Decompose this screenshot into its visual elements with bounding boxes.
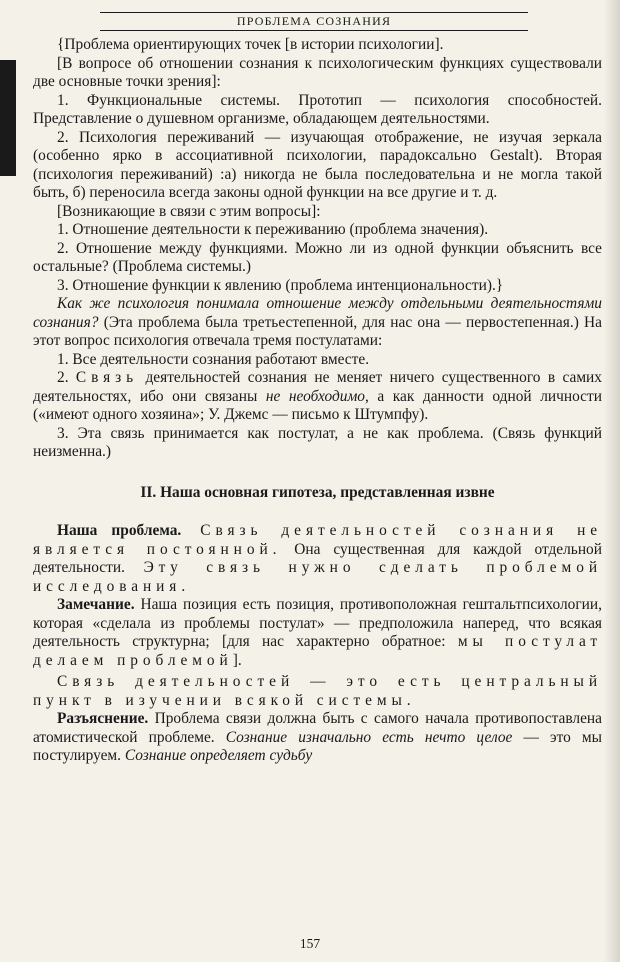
body-text — [33, 36, 602, 766]
spaced-text: Связь деятельностей сознания не является постоянной. — [33, 522, 603, 558]
page-number: 157 — [299, 936, 321, 951]
paragraph-text: , а как данности одной личности («имеют одного хозяина»; У. Джемс — письмо к Штумпфу). — [33, 387, 602, 423]
paragraph-central — [33, 673, 602, 710]
paragraph-problem — [33, 522, 602, 596]
page-edge-shadow — [604, 0, 620, 962]
paragraph-explanation — [33, 710, 602, 766]
italic-phrase: не необходимо — [265, 387, 365, 405]
spaced-word: Связь — [75, 369, 139, 386]
paragraph-text: Она существенная для каждой отдельной деятельности. — [33, 540, 602, 576]
section-heading: II. Наша основная гипотеза, представленная извне — [140, 483, 495, 501]
paragraph: 3. Отношение функции к явлению (проблема интенциональности).} — [57, 276, 504, 294]
bold-label: Разъяснение. — [57, 710, 149, 727]
header-rule-top — [100, 12, 528, 13]
paragraph: 2. Отношение между функциями. Можно ли из одной функции объяснить все остальные? (Проблема системы.) — [33, 239, 602, 275]
bold-label: Замечание. — [57, 596, 135, 613]
list-number: 2. — [57, 369, 76, 386]
paragraph — [33, 295, 602, 351]
paragraph: {Проблема ориентирующих точек [в истории психологии]. — [57, 36, 444, 53]
running-header: ПРОБЛЕМА СОЗНАНИЯ — [236, 14, 392, 28]
header-rule-bottom — [100, 30, 528, 31]
paragraph-text: ]. — [232, 651, 242, 669]
bold-label: Наша проблема. — [57, 522, 182, 539]
spaced-text: Эту связь нужно сделать проблемой исследования. — [33, 559, 602, 595]
italic-phrase: Сознание определяет судьбу — [124, 747, 313, 764]
paragraph — [33, 369, 602, 425]
spaced-text: Связь деятельностей — это есть центральный пункт в изучении всякой системы. — [33, 673, 602, 709]
paragraph: [В вопросе об отношении сознания к психологическим функциях существовали две основные точки зрения]: — [33, 54, 602, 90]
paragraph-text: — это мы постулируем. — [33, 728, 602, 764]
paragraph-remark — [33, 596, 602, 670]
spaced-text: мы постулат делаем проблемой — [33, 633, 603, 669]
italic-phrase: Сознание изначально есть нечто целое — [225, 728, 513, 746]
paragraph: 1. Все деятельности сознания работают вместе. — [57, 350, 370, 368]
italic-question: Как же психология понимала отношение между отдельными деятельностями сознания? — [33, 295, 602, 331]
paragraph-text: (Эта проблема была третьестепенной, для нас она — первостепенная.) На этот вопрос психология отвечала тремя постулатами: — [33, 313, 602, 349]
paragraph: 1. Функциональные системы. Прототип — психология способностей. Представление о душевном организме, обладающем деятельностями. — [33, 91, 602, 127]
paragraph: 2. Психология переживаний — изучающая отображение, не изучая зеркала (особенно ярко в ассоциативной психологии, парадоксально Gestalt). Вторая (психология переживаний) :а) никогда не была последовательна и не могла такой быть, б) переносила всегда законы одной функции на все другие и т. д. — [33, 128, 602, 201]
paragraph-text: Проблема связи должна быть с самого начала противопоставлена атомистической проблеме. — [33, 710, 602, 746]
paragraph-text: Наша позиция есть позиция, противоположная гештальтпсихологии, которая «сделала из проблемы постулат» — предположила наперед, что всякая деятельность структурна; [для нас характерно обратное: — [33, 596, 602, 650]
binding-shadow — [0, 60, 16, 176]
paragraph-text: деятельностей сознания не меняет ничего существенного в самих деятельностях, ибо они связаны — [33, 369, 602, 405]
paragraph: 1. Отношение деятельности к переживанию (проблема значения). — [57, 221, 489, 238]
paragraph: [Возникающие в связи с этим вопросы]: — [57, 202, 321, 220]
paragraph: 3. Эта связь принимается как постулат, а не как проблема. (Связь функций неизменна.) — [33, 424, 602, 460]
